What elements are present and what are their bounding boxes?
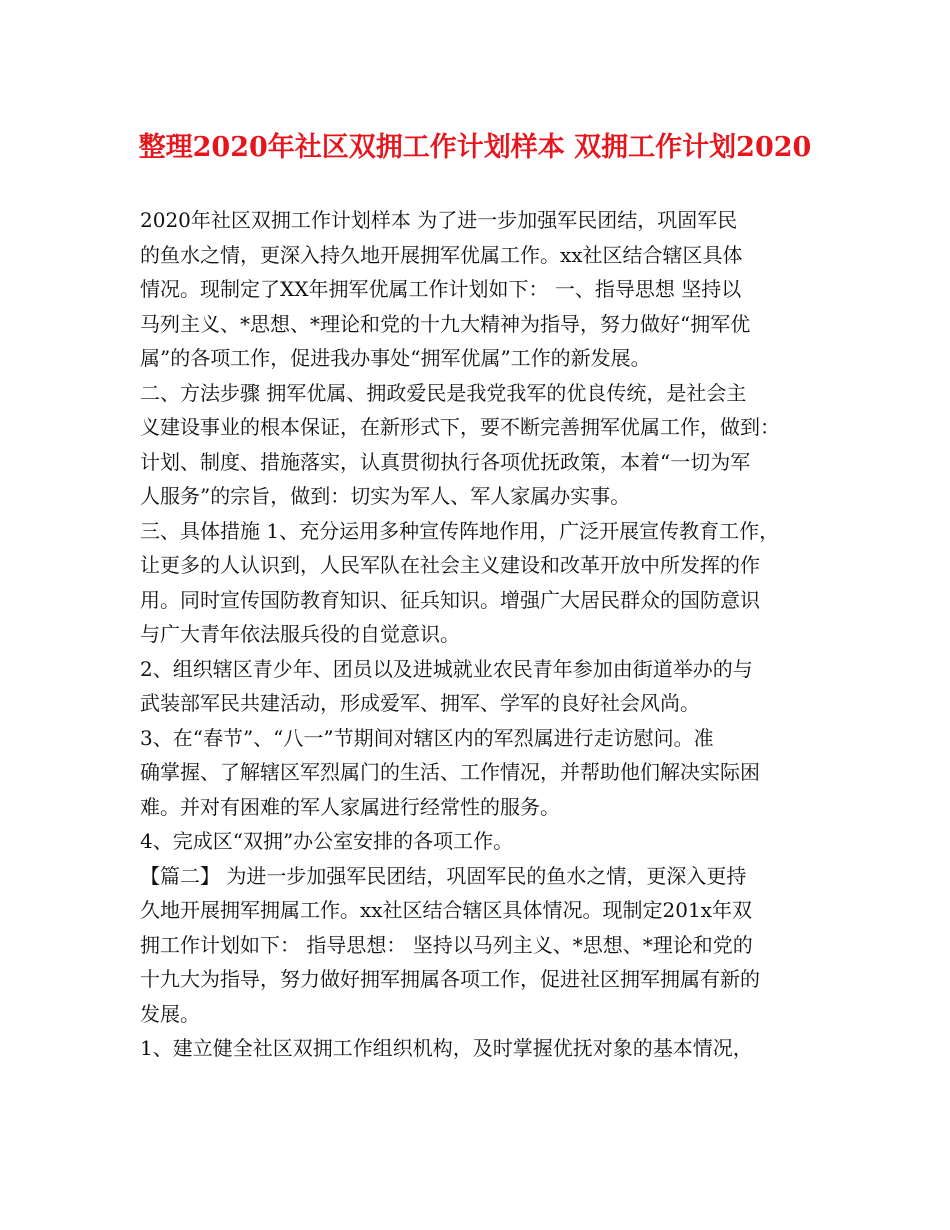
text-line: 计划、制度、措施落实，认真贯彻执行各项优抚政策，本着“一切为军 xyxy=(140,449,751,474)
text-line: 十九大为指导，努力做好拥军拥属各项工作，促进社区拥军拥属有新的 xyxy=(140,967,760,991)
text-line: 三、具体措施 1、充分运用多种宣传阵地作用，广泛开展宣传教育工作， xyxy=(140,518,780,543)
text-line: 二、方法步骤 拥军优属、拥政爱民是我党我军的优良传统，是社会主 xyxy=(140,380,747,405)
document-body xyxy=(140,203,830,1066)
text-line: 人服务”的宗旨，做到：切实为军人、军人家属办实事。 xyxy=(140,484,631,508)
text-line: 义建设事业的根本保证，在新形式下，要不断完善拥军优属工作，做到： xyxy=(140,415,780,439)
text-line: 用。同时宣传国防教育知识、征兵知识。增强广大居民群众的国防意识 xyxy=(140,587,760,612)
text-line: 1、建立健全社区双拥工作组织机构，及时掌握优抚对象的基本情况， xyxy=(140,1036,753,1060)
text-line: 拥工作计划如下： 指导思想： 坚持以马列主义、*思想、*理论和党的 xyxy=(140,932,753,957)
text-line: 马列主义、*思想、*理论和党的十九大精神为指导，努力做好“拥军优 xyxy=(140,311,751,336)
text-line: 发展。 xyxy=(140,1001,200,1026)
text-line: 武装部军民共建活动，形成爱军、拥军、学军的良好社会风尚。 xyxy=(140,691,700,715)
text-line: 情况。现制定了XX年拥军优属工作计划如下： 一、指导思想 坚持以 xyxy=(140,277,742,301)
text-line: 与广大青年依法服兵役的自觉意识。 xyxy=(140,622,460,646)
text-line: 的鱼水之情，更深入持久地开展拥军优属工作。xx社区结合辖区具体 xyxy=(140,242,743,267)
document-title: 整理2020年社区双拥工作计划样本 双拥工作计划2020 xyxy=(138,132,812,163)
text-line: 【篇二】 为进一步加强军民团结，巩固军民的鱼水之情，更深入更持 xyxy=(140,863,747,888)
text-line: 确掌握、了解辖区军烈属门的生活、工作情况，并帮助他们解决实际困 xyxy=(140,760,760,784)
text-line: 久地开展拥军拥属工作。xx社区结合辖区具体情况。现制定201x年双 xyxy=(140,898,753,922)
text-line: 属”的各项工作，促进我办事处“拥军优属”工作的新发展。 xyxy=(140,346,651,370)
text-line: 3、在“春节”、“八一”节期间对辖区内的军烈属进行走访慰问。准 xyxy=(140,725,714,750)
text-line: 让更多的人认识到，人民军队在社会主义建设和改革开放中所发挥的作 xyxy=(140,553,760,577)
text-line: 4、完成区“双拥”办公室安排的各项工作。 xyxy=(140,829,514,853)
text-line: 2020年社区双拥工作计划样本 为了进一步加强军民团结，巩固军民 xyxy=(140,208,738,232)
text-line: 难。并对有困难的军人家属进行经常性的服务。 xyxy=(140,794,560,819)
text-line: 2、组织辖区青少年、团员以及进城就业农民青年参加由街道举办的与 xyxy=(140,656,753,681)
